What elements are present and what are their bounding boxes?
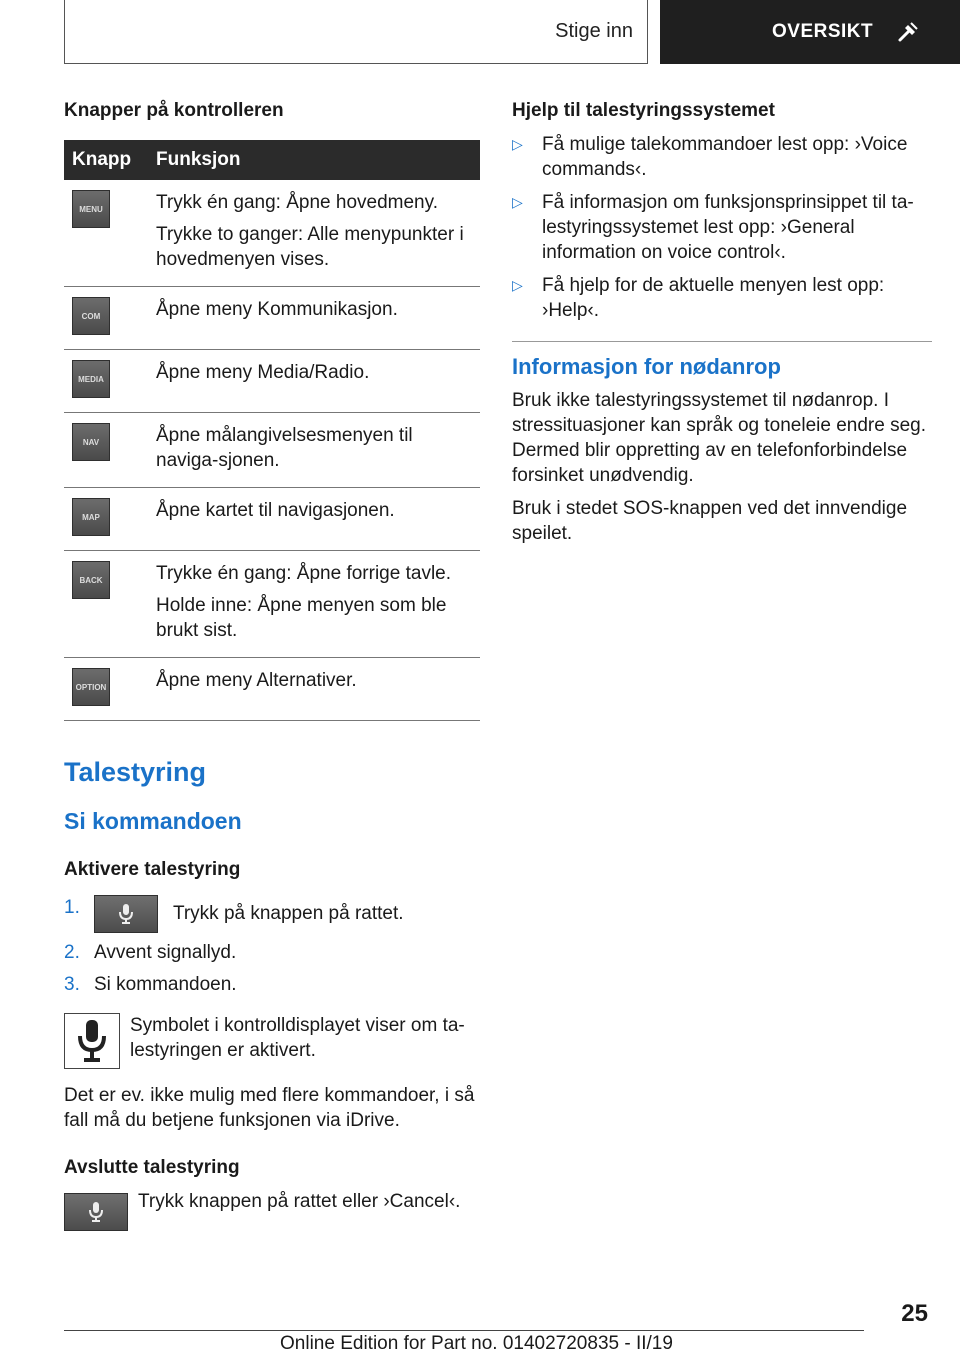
tab-stige-inn[interactable] — [64, 0, 648, 64]
edition-text: Online Edition for Part no. 01402720835 - II/19 — [280, 1333, 673, 1354]
media-button-icon: MEDIA — [72, 360, 110, 398]
emergency-paragraph: Bruk i stedet SOS-knappen ved det innvendige speilet. — [512, 498, 908, 544]
list-item — [512, 190, 932, 265]
commands-note: Det er ev. ikke mulig med flere kommandoer, i så fall må du betjene funksjonen via iDrive. — [64, 1085, 475, 1131]
activate-heading: Aktivere talestyring — [64, 859, 241, 880]
triangle-bullet-icon: ▷ — [512, 194, 523, 210]
step-number: 1. — [64, 897, 80, 918]
emergency-title: Informasjon for nødanrop — [512, 354, 781, 379]
function-text: Trykke én gang: Åpne forrige tavle. — [156, 563, 452, 584]
table-row — [64, 413, 480, 488]
function-text: Åpne meny Alternativer. — [156, 670, 357, 691]
symbol-note-text: Symbolet i kontrolldisplayet viser om ta-lestyringen er aktivert. — [130, 1015, 465, 1061]
function-text: Åpne målangivelsesmenyen til naviga-sjonen. — [156, 425, 413, 471]
col-function-header: Funksjon — [156, 140, 480, 180]
table-row — [64, 180, 480, 287]
steps-list — [64, 895, 480, 997]
table-row — [64, 551, 480, 658]
microphone-symbol-icon — [64, 1013, 120, 1069]
list-item — [512, 273, 932, 323]
function-text: Trykk én gang: Åpne hovedmeny. — [156, 192, 438, 213]
end-text: Trykk knappen på rattet eller ›Cancel‹. — [138, 1191, 461, 1212]
step-text: Si kommandoen. — [94, 974, 237, 995]
table-row — [64, 488, 480, 551]
list-item — [512, 132, 932, 182]
symbol-note — [64, 1013, 480, 1069]
help-heading: Hjelp til talestyringssystemet — [512, 100, 775, 121]
function-text: Åpne meny Kommunikasjon. — [156, 299, 398, 320]
controller-table — [64, 140, 480, 721]
tab-stige-inn-label: Stige inn — [555, 20, 633, 42]
divider — [512, 341, 932, 342]
help-item-text: Få informasjon om funksjonsprinsippet til ta-lestyringssystemet lest opp: ›General information on voice control‹. — [542, 192, 914, 263]
tab-oversikt-label: OVERSIKT — [772, 21, 874, 42]
left-column — [64, 100, 480, 1231]
table-row — [64, 658, 480, 721]
step-text: Avvent signallyd. — [94, 942, 237, 963]
subsection-title: Si kommandoen — [64, 808, 242, 834]
tab-oversikt[interactable] — [660, 0, 960, 64]
microphone-button-icon — [64, 1193, 128, 1231]
table-row — [64, 350, 480, 413]
emergency-paragraph: Bruk ikke talestyringssystemet til nødanrop. I stressituasjoner kan språk og toneleie endre seg. Dermed blir oppretting av en telefonforbindelse forsinket unødvendig. — [512, 390, 927, 486]
col-button-header: Knapp — [64, 140, 156, 180]
map-button-icon: MAP — [72, 498, 110, 536]
section-title: Talestyring — [64, 757, 207, 787]
menu-button-icon: MENU — [72, 190, 110, 228]
back-button-icon: BACK — [72, 561, 110, 599]
option-button-icon: OPTION — [72, 668, 110, 706]
function-text: Åpne kartet til navigasjonen. — [156, 500, 395, 521]
step-number: 2. — [64, 942, 80, 963]
microphone-button-icon — [94, 895, 158, 933]
table-header-row — [64, 140, 480, 180]
list-item — [64, 940, 480, 965]
help-list — [512, 132, 932, 323]
footer-divider — [64, 1330, 864, 1331]
triangle-bullet-icon: ▷ — [512, 136, 523, 152]
page-number: 25 — [901, 1300, 928, 1327]
end-heading: Avslutte talestyring — [64, 1157, 240, 1178]
com-button-icon: COM — [72, 297, 110, 335]
table-row — [64, 287, 480, 350]
step-number: 3. — [64, 974, 80, 995]
tools-icon — [897, 21, 919, 43]
step-text: Trykk på knappen på rattet. — [172, 903, 404, 925]
list-item — [64, 972, 480, 997]
list-item — [64, 895, 480, 933]
help-item-text: Få mulige talekommandoer lest opp: ›Voice commands‹. — [542, 134, 908, 180]
triangle-bullet-icon: ▷ — [512, 277, 523, 293]
nav-button-icon: NAV — [72, 423, 110, 461]
function-text: Holde inne: Åpne menyen som ble brukt sist. — [156, 595, 447, 641]
end-row — [64, 1189, 480, 1231]
help-item-text: Få hjelp for de aktuelle menyen lest opp: ›Help‹. — [542, 275, 885, 321]
function-text: Trykke to ganger: Alle menypunkter i hovedmenyen vises. — [156, 224, 464, 270]
controller-heading: Knapper på kontrolleren — [64, 100, 284, 121]
right-column — [512, 100, 932, 554]
function-text: Åpne meny Media/Radio. — [156, 362, 370, 383]
